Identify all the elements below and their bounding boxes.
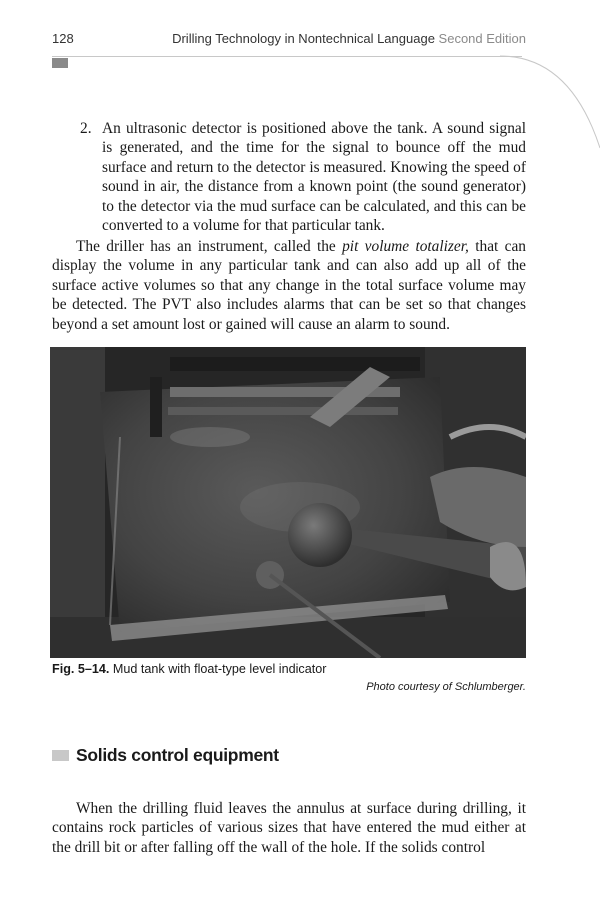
- list-item-text: An ultrasonic detector is positioned above the tank. A sound signal is generated, and the time for the signal to bounce off the mud surface and return to the detector is measured. Knowing the speed of sound in air, the distance from a known point (the sound generator) to the detector via the mud surface can be calculated, and this can be converted to a volume for that particular tank.: [102, 120, 526, 235]
- running-header: [52, 31, 526, 49]
- paragraph-pvt: [52, 237, 526, 334]
- section-heading: [52, 744, 279, 766]
- mud-tank-photo-illustration: [50, 347, 526, 658]
- photo-credit: Photo courtesy of Schlumberger.: [366, 681, 526, 693]
- pvt-term: pit volume totalizer,: [342, 238, 469, 255]
- section-title: Solids control equipment: [76, 744, 279, 765]
- paragraph-solids: When the drilling fluid leaves the annulus at surface during drilling, it contains rock particles of various sizes that have entered the mud either at the drill bit or after falling off the wall of the hole. If the solids control: [52, 800, 526, 856]
- book-title-text: Drilling Technology in Nontechnical Language: [172, 31, 435, 46]
- figure-caption: [52, 662, 526, 676]
- figure-label: Fig. 5–14.: [52, 662, 110, 676]
- paragraph-pvt-before: The driller has an instrument, called the: [76, 238, 343, 255]
- header-tab-marker: [52, 58, 68, 68]
- list-item-number: 2.: [80, 120, 92, 137]
- page-number: 128: [52, 31, 74, 46]
- mud-tank-photo: [50, 347, 526, 658]
- header-rule: [52, 56, 522, 57]
- figure-caption-text: Mud tank with float-type level indicator: [112, 662, 327, 676]
- section-marker: [52, 750, 69, 761]
- book-title: [172, 31, 526, 46]
- edition-label: Second Edition: [438, 31, 526, 46]
- paragraph-pvt-after: that can display the volume in any particular tank and can also add up all of the surface active volumes so that any change in the total surface volume may be detected. The PVT also includes alarms that can be set so that changes beyond a set amount lost or gained will cause an alarm to sound.: [52, 238, 526, 333]
